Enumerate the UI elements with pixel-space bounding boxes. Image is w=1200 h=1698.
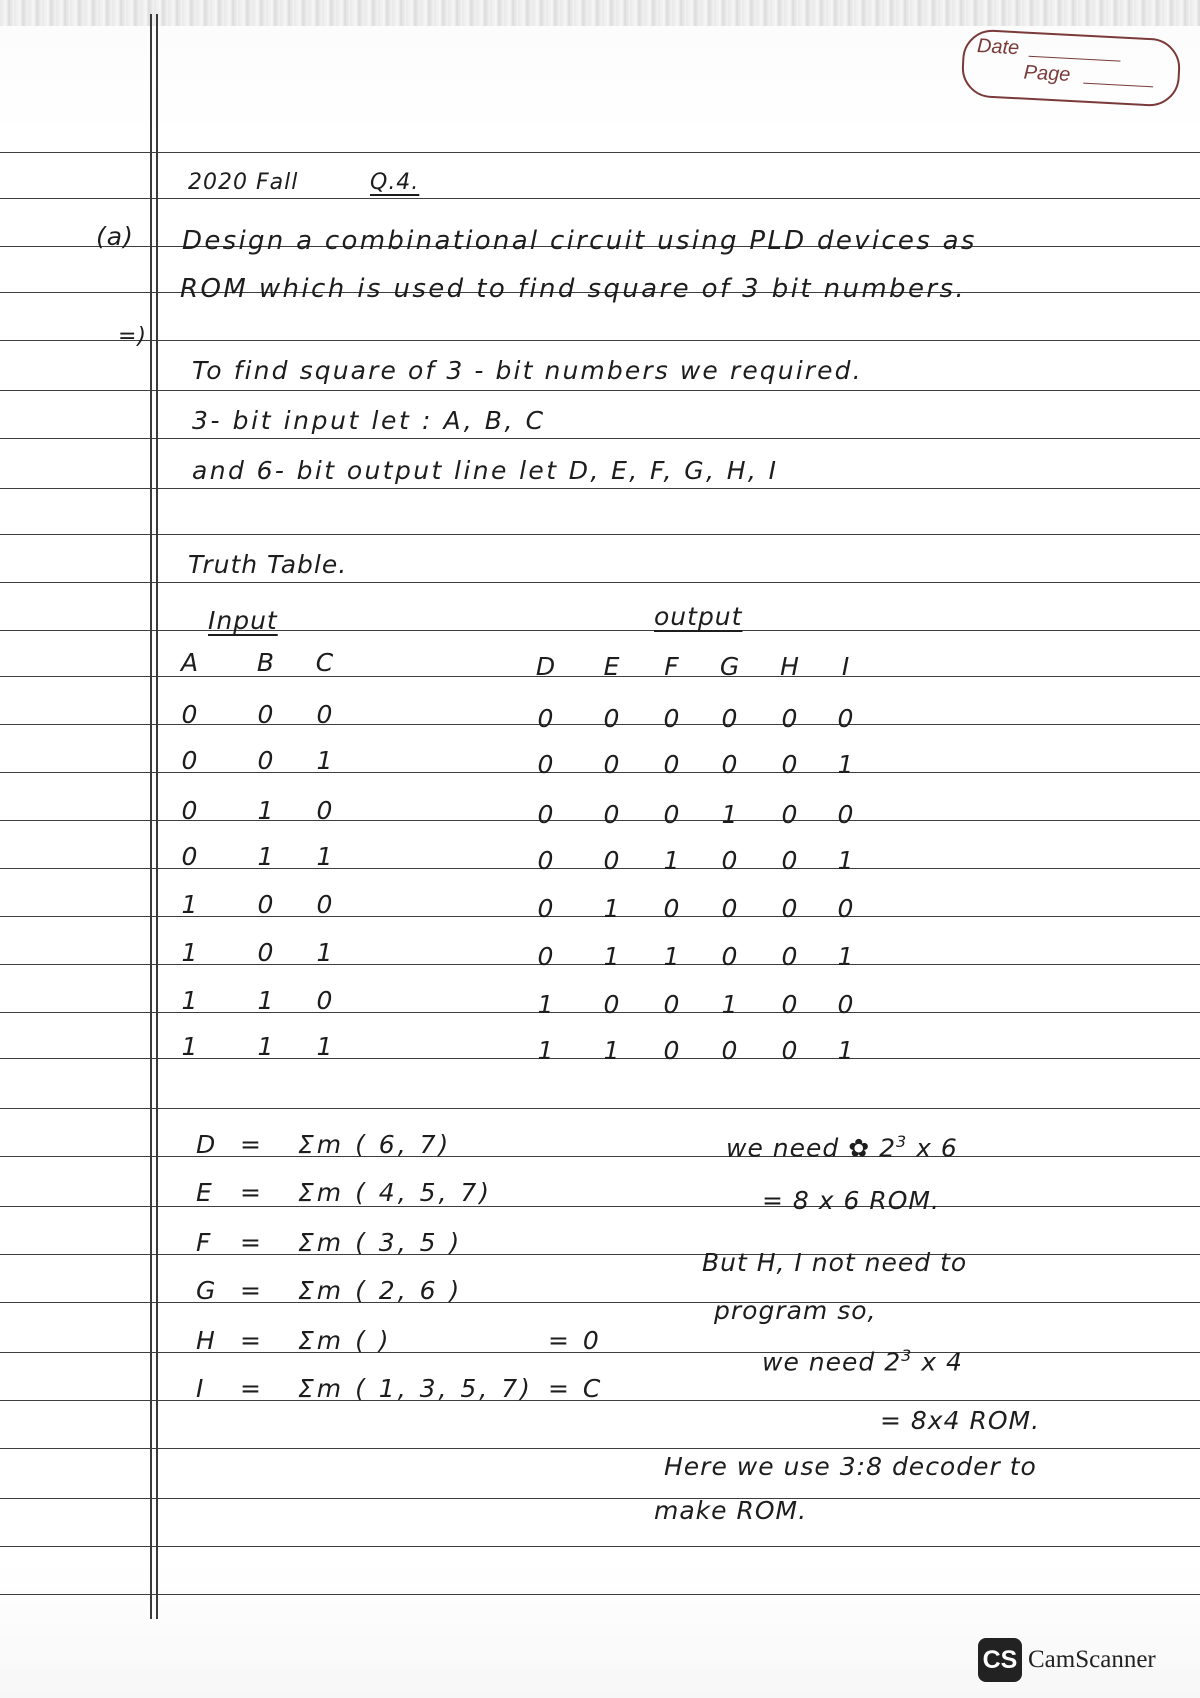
equation-eq: = bbox=[240, 1276, 264, 1305]
table-cell-output: 1 bbox=[721, 990, 739, 1019]
table-cell-input: 1 bbox=[181, 1032, 199, 1061]
table-cell-output: 0 bbox=[537, 942, 555, 971]
table-cell-input: 0 bbox=[257, 746, 275, 775]
ruled-line bbox=[0, 1206, 1200, 1207]
table-header-output: H bbox=[780, 652, 800, 681]
table-cell-output: 0 bbox=[663, 1036, 681, 1065]
table-header-output: E bbox=[603, 652, 621, 681]
table-cell-output: 0 bbox=[781, 942, 799, 971]
table-cell-output: 0 bbox=[721, 894, 739, 923]
note-line-2: = 8 x 6 ROM. bbox=[762, 1186, 940, 1215]
question-number: Q.4. bbox=[370, 170, 420, 195]
table-cell-output: 0 bbox=[837, 990, 855, 1019]
table-cell-output: 0 bbox=[837, 704, 855, 733]
date-underline bbox=[1029, 56, 1121, 62]
table-cell-output: 0 bbox=[537, 704, 555, 733]
table-cell-output: 0 bbox=[721, 704, 739, 733]
ruled-line bbox=[0, 488, 1200, 489]
table-cell-input: 1 bbox=[181, 938, 199, 967]
table-cell-input: 1 bbox=[181, 986, 199, 1015]
ruled-line bbox=[0, 1546, 1200, 1547]
table-cell-output: 0 bbox=[603, 704, 621, 733]
table-cell-input: 1 bbox=[257, 1032, 275, 1061]
equation-rhs: Σm ( 1, 3, 5, 7) bbox=[298, 1374, 533, 1403]
answer-line-3: and 6- bit output line let D, E, F, G, H, I bbox=[192, 456, 779, 485]
table-cell-output: 0 bbox=[721, 846, 739, 875]
table-cell-output: 0 bbox=[781, 846, 799, 875]
truth-table-title: Truth Table. bbox=[188, 550, 348, 579]
table-cell-output: 0 bbox=[781, 990, 799, 1019]
table-cell-output: 0 bbox=[837, 894, 855, 923]
table-cell-output: 0 bbox=[781, 1036, 799, 1065]
table-cell-output: 1 bbox=[837, 942, 855, 971]
question-line-1: Design a combinational circuit using PLD devices as bbox=[182, 226, 977, 256]
table-cell-output: 0 bbox=[837, 800, 855, 829]
camscanner-brand: CamScanner bbox=[1028, 1646, 1156, 1673]
table-cell-output: 1 bbox=[603, 894, 621, 923]
table-cell-output: 0 bbox=[603, 800, 621, 829]
equation-rhs: Σm ( 4, 5, 7) bbox=[298, 1178, 493, 1207]
ruled-line bbox=[0, 152, 1200, 153]
table-cell-output: 0 bbox=[537, 846, 555, 875]
table-header-output: D bbox=[535, 652, 557, 681]
table-cell-input: 1 bbox=[257, 842, 275, 871]
table-cell-output: 0 bbox=[663, 990, 681, 1019]
table-cell-output: 1 bbox=[603, 942, 621, 971]
table-header-output: G bbox=[719, 652, 741, 681]
table-cell-output: 1 bbox=[837, 846, 855, 875]
camscanner-logo-icon: CS bbox=[978, 1638, 1022, 1682]
ruled-line bbox=[0, 1156, 1200, 1157]
table-cell-input: 0 bbox=[181, 796, 199, 825]
table-header-output: I bbox=[841, 652, 851, 681]
page-label: Page bbox=[1023, 61, 1071, 86]
ruled-line bbox=[0, 1108, 1200, 1109]
camscanner-watermark bbox=[978, 1637, 1156, 1683]
table-cell-output: 1 bbox=[603, 1036, 621, 1065]
table-cell-output: 1 bbox=[537, 1036, 555, 1065]
table-cell-output: 0 bbox=[781, 894, 799, 923]
table-cell-output: 1 bbox=[663, 846, 681, 875]
table-cell-input: 1 bbox=[316, 1032, 334, 1061]
date-page-box bbox=[960, 28, 1181, 107]
table-cell-input: 0 bbox=[257, 890, 275, 919]
table-cell-input: 1 bbox=[257, 986, 275, 1015]
table-cell-output: 1 bbox=[537, 990, 555, 1019]
page-underline bbox=[1083, 83, 1153, 88]
table-header-input: C bbox=[315, 648, 335, 677]
table-cell-output: 0 bbox=[537, 750, 555, 779]
table-cell-output: 0 bbox=[663, 704, 681, 733]
ruled-line bbox=[0, 438, 1200, 439]
table-cell-output: 0 bbox=[663, 894, 681, 923]
table-cell-input: 0 bbox=[257, 700, 275, 729]
equation-rhs: Σm ( 6, 7) bbox=[298, 1130, 452, 1159]
ruled-line bbox=[0, 340, 1200, 341]
answer-line-1: To find square of 3 - bit numbers we required. bbox=[192, 356, 863, 385]
note-line-8: make ROM. bbox=[654, 1496, 808, 1525]
equation-lhs: G bbox=[196, 1276, 219, 1305]
equation-eq: = bbox=[240, 1326, 264, 1355]
table-cell-output: 1 bbox=[837, 1036, 855, 1065]
table-cell-output: 0 bbox=[537, 800, 555, 829]
equation-lhs: I bbox=[196, 1374, 207, 1403]
ruled-line bbox=[0, 390, 1200, 391]
table-cell-output: 0 bbox=[663, 800, 681, 829]
table-cell-output: 0 bbox=[781, 750, 799, 779]
margin-line-inner bbox=[156, 14, 158, 1619]
output-heading: output bbox=[654, 602, 743, 631]
table-header-output: F bbox=[664, 652, 680, 681]
equation-rhs: Σm ( ) bbox=[298, 1326, 392, 1355]
question-line-2: ROM which is used to find square of 3 bit numbers. bbox=[180, 274, 967, 304]
ruled-line bbox=[0, 582, 1200, 583]
table-cell-output: 0 bbox=[721, 942, 739, 971]
ruled-line bbox=[0, 1448, 1200, 1449]
note-line-4: program so, bbox=[714, 1296, 877, 1325]
equation-lhs: D bbox=[196, 1130, 219, 1159]
question-part: (a) bbox=[96, 222, 134, 251]
ruled-line bbox=[0, 630, 1200, 631]
ruled-line bbox=[0, 1254, 1200, 1255]
table-cell-input: 0 bbox=[181, 700, 199, 729]
ruled-line bbox=[0, 1594, 1200, 1595]
table-cell-output: 0 bbox=[603, 750, 621, 779]
table-cell-input: 0 bbox=[316, 890, 334, 919]
equation-eq: = bbox=[240, 1178, 264, 1207]
table-cell-output: 0 bbox=[781, 704, 799, 733]
answer-marker: =) bbox=[118, 324, 148, 349]
table-header-input: A bbox=[180, 648, 200, 677]
table-cell-output: 0 bbox=[537, 894, 555, 923]
table-cell-input: 0 bbox=[181, 842, 199, 871]
table-cell-input: 0 bbox=[316, 700, 334, 729]
table-cell-input: 0 bbox=[316, 796, 334, 825]
ruled-line bbox=[0, 534, 1200, 535]
equation-result: = C bbox=[548, 1374, 604, 1403]
equation-eq: = bbox=[240, 1228, 264, 1257]
note-line-7: Here we use 3:8 decoder to bbox=[664, 1452, 1037, 1481]
table-cell-input: 1 bbox=[316, 842, 334, 871]
table-cell-input: 0 bbox=[181, 746, 199, 775]
table-header-input: B bbox=[256, 648, 276, 677]
ruled-line bbox=[0, 1302, 1200, 1303]
note-line-5: we need $2^3$ x 4 bbox=[762, 1346, 963, 1377]
equation-eq: = bbox=[240, 1374, 264, 1403]
note-line-1: we need ✿ $2^3$ x 6 bbox=[726, 1132, 958, 1163]
table-cell-output: 0 bbox=[721, 1036, 739, 1065]
equation-lhs: H bbox=[196, 1326, 218, 1355]
note-line-3: But H, I not need to bbox=[702, 1248, 968, 1277]
table-cell-input: 1 bbox=[316, 746, 334, 775]
table-cell-output: 0 bbox=[781, 800, 799, 829]
equation-lhs: E bbox=[196, 1178, 215, 1207]
table-cell-output: 1 bbox=[721, 800, 739, 829]
margin-line bbox=[150, 14, 152, 1619]
note-line-6: = 8x4 ROM. bbox=[880, 1406, 1041, 1435]
table-cell-input: 0 bbox=[257, 938, 275, 967]
table-cell-input: 0 bbox=[316, 986, 334, 1015]
page-top-edge bbox=[0, 0, 1200, 26]
input-heading: Input bbox=[208, 606, 278, 635]
table-cell-output: 0 bbox=[663, 750, 681, 779]
table-cell-output: 0 bbox=[603, 846, 621, 875]
equation-rhs: Σm ( 2, 6 ) bbox=[298, 1276, 463, 1305]
table-cell-input: 1 bbox=[316, 938, 334, 967]
equation-result: = 0 bbox=[548, 1326, 602, 1355]
equation-rhs: Σm ( 3, 5 ) bbox=[298, 1228, 463, 1257]
table-cell-input: 1 bbox=[257, 796, 275, 825]
ruled-line bbox=[0, 1498, 1200, 1499]
table-cell-output: 0 bbox=[721, 750, 739, 779]
table-cell-output: 1 bbox=[837, 750, 855, 779]
exam-heading: 2020 Fall bbox=[188, 170, 299, 195]
equation-lhs: F bbox=[196, 1228, 214, 1257]
table-cell-output: 1 bbox=[663, 942, 681, 971]
table-cell-output: 0 bbox=[603, 990, 621, 1019]
ruled-line bbox=[0, 198, 1200, 199]
answer-line-2: 3- bit input let : A, B, C bbox=[192, 406, 546, 435]
date-label: Date bbox=[976, 35, 1020, 60]
equation-eq: = bbox=[240, 1130, 264, 1159]
table-cell-input: 1 bbox=[181, 890, 199, 919]
